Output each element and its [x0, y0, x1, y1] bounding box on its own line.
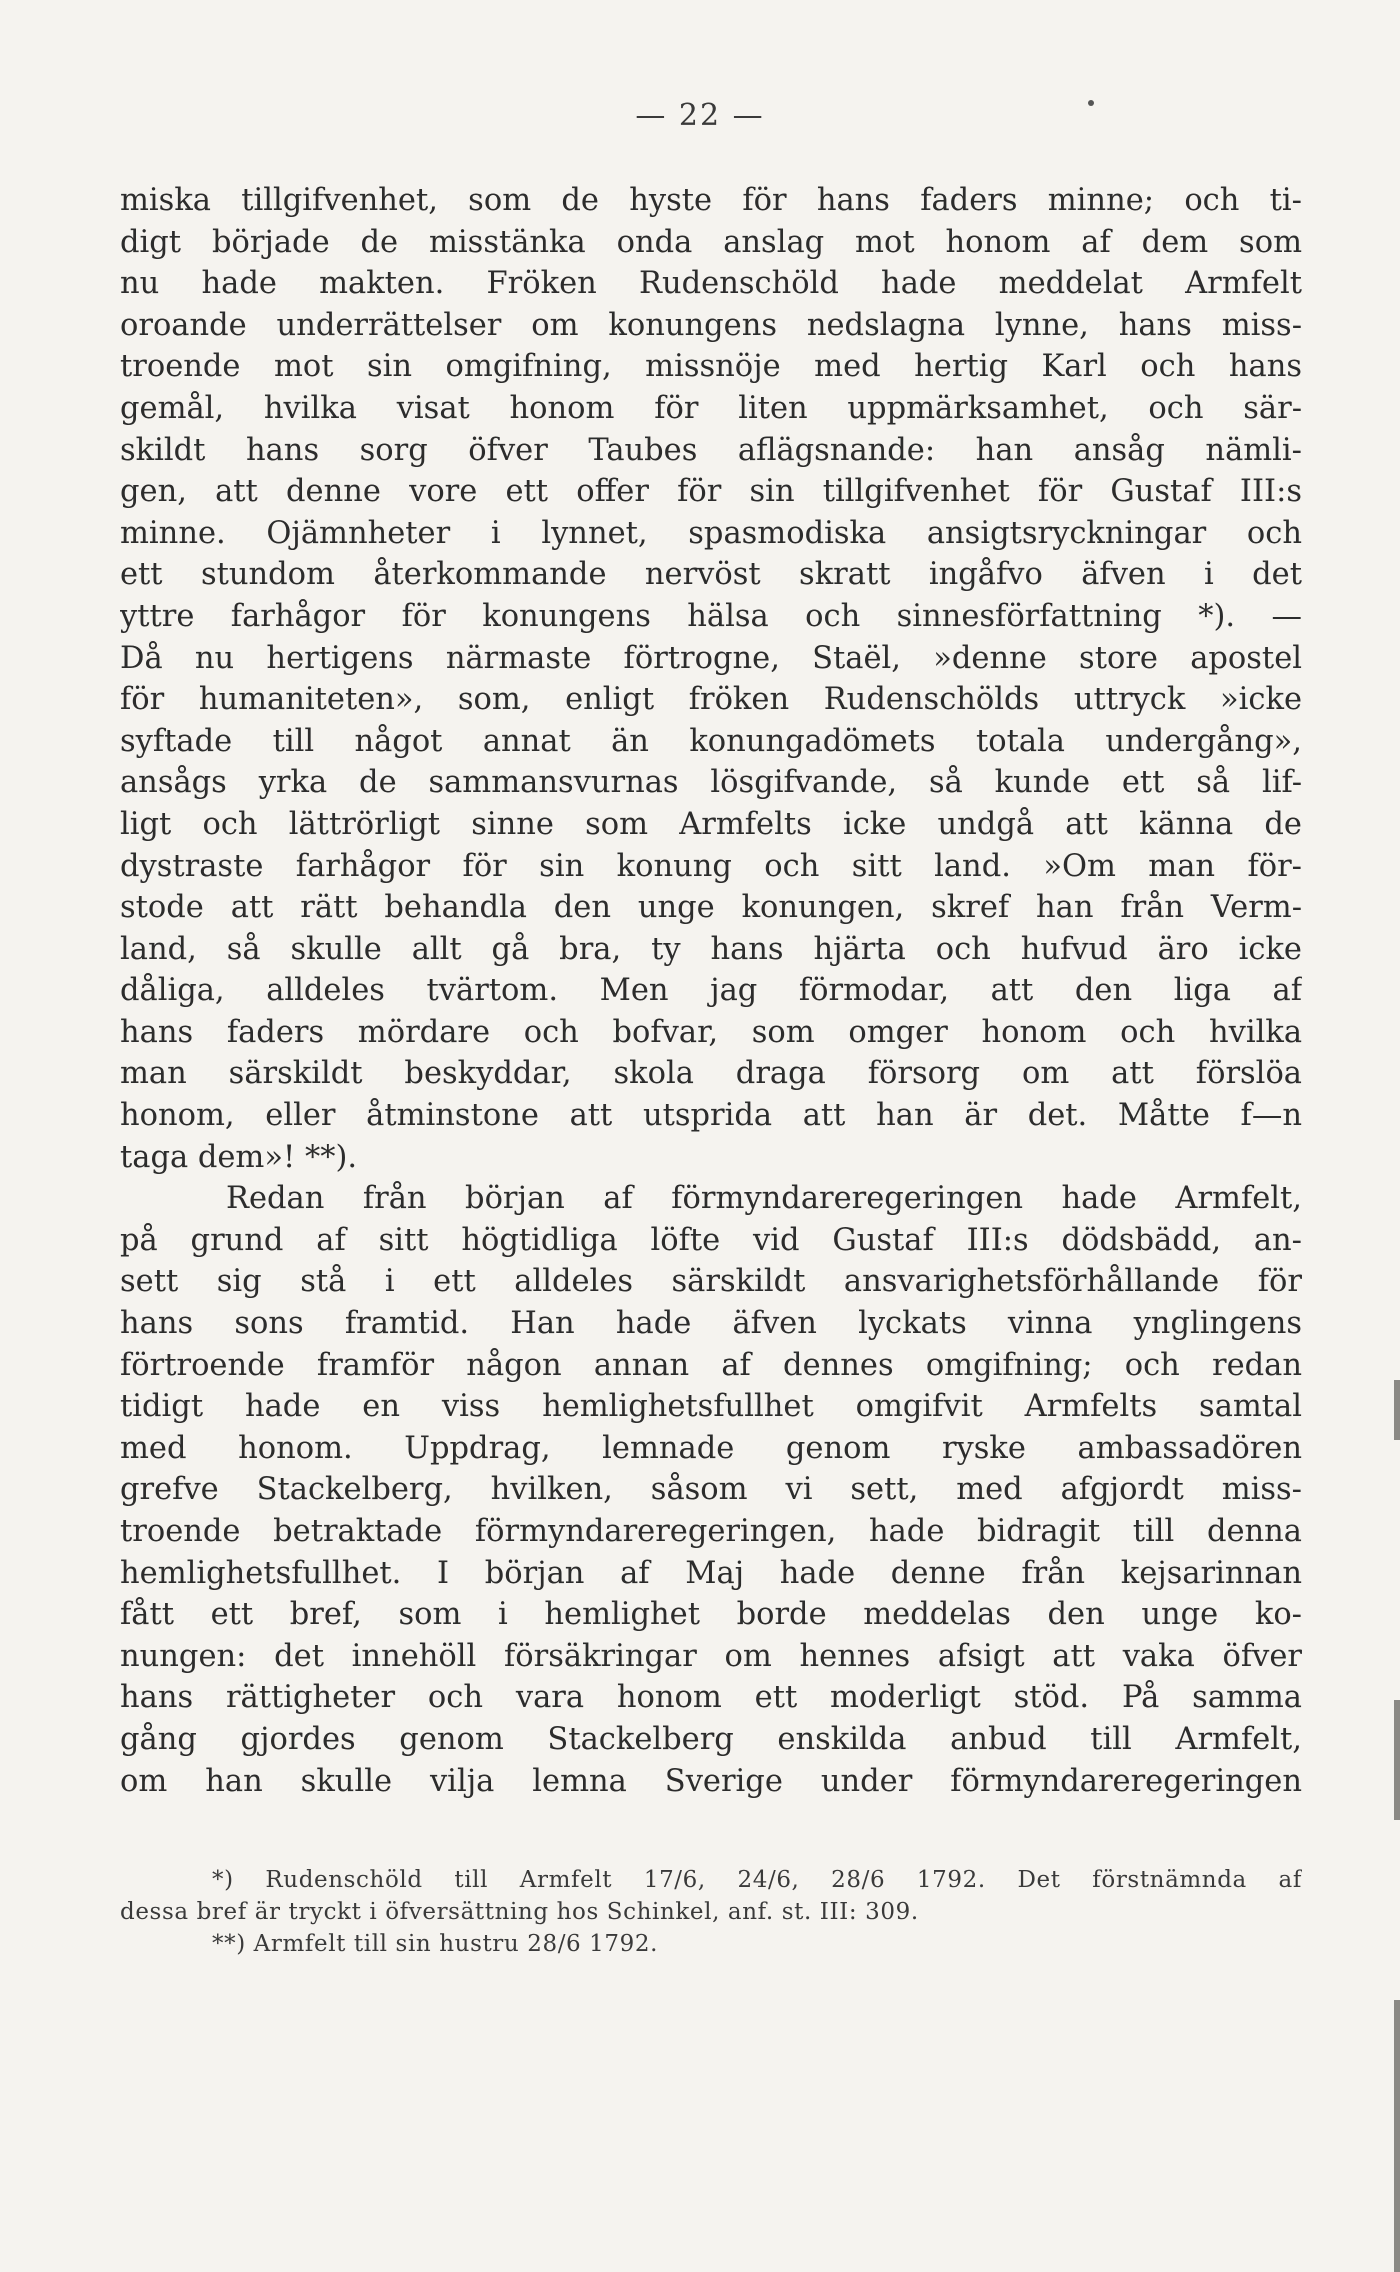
text-line: Då nu hertigens närmaste förtrogne, Staël, »denne store apostel — [120, 640, 1302, 676]
text-line: hans rättigheter och vara honom ett moderligt stöd. På samma — [120, 1680, 1302, 1716]
text-line: syftade till något annat än konungadömets totala undergång», — [120, 723, 1302, 759]
text-line: fått ett bref, som i hemlighet borde meddelas den unge ko- — [120, 1597, 1302, 1633]
text-line: med honom. Uppdrag, lemnade genom ryske ambassadören — [120, 1430, 1302, 1466]
body-text — [120, 180, 1302, 1802]
text-line: oroande underrättelser om konungens nedslagna lynne, hans miss- — [120, 307, 1302, 343]
footnote-1: *) Rudenschöld till Armfelt 17/6, 24/6, 28/6 1792. Det förstnämnda af — [212, 1867, 1302, 1893]
text-line: på grund af sitt högtidliga löfte vid Gustaf III:s dödsbädd, an- — [120, 1222, 1302, 1258]
print-speck — [1088, 100, 1094, 106]
text-line: dåliga, alldeles tvärtom. Men jag förmodar, att den liga af — [120, 973, 1302, 1009]
text-line: minne. Ojämnheter i lynnet, spasmodiska ansigtsryckningar och — [120, 515, 1302, 551]
text-line: ett stundom återkommande nervöst skratt ingåfvo äfven i det — [120, 557, 1302, 593]
text-line: ligt och lättrörligt sinne som Armfelts icke undgå att känna de — [120, 806, 1302, 842]
footnote-2: **) Armfelt till sin hustru 28/6 1792. — [212, 1931, 659, 1957]
text-line: om han skulle vilja lemna Sverige under förmyndareregeringen — [120, 1763, 1302, 1799]
text-line: sett sig stå i ett alldeles särskildt ansvarighetsförhållande för — [120, 1264, 1302, 1300]
text-line: digt började de misstänka onda anslag mot honom af dem som — [120, 224, 1302, 260]
text-line: honom, eller åtminstone att utsprida att han är det. Måtte f—n — [120, 1098, 1302, 1134]
text-line: ansågs yrka de sammansvurnas lösgifvande, så kunde ett så lif- — [120, 765, 1302, 801]
text-line: troende mot sin omgifning, missnöje med hertig Karl och hans — [120, 349, 1302, 385]
text-line: skildt hans sorg öfver Taubes aflägsnande: han ansåg nämli- — [120, 432, 1302, 468]
text-line: miska tillgifvenhet, som de hyste för hans faders minne; och ti- — [120, 183, 1302, 218]
text-line: yttre farhågor för konungens hälsa och sinnesförfattning *). — — [120, 598, 1302, 634]
text-line: tidigt hade en viss hemlighetsfullhet omgifvit Armfelts samtal — [120, 1389, 1302, 1425]
footnotes — [120, 1864, 1302, 1960]
text-line: gen, att denne vore ett offer för sin tillgifvenhet för Gustaf III:s — [120, 474, 1302, 510]
paragraph-start-line: Redan från början af förmyndareregeringen hade Armfelt, — [226, 1181, 1302, 1217]
text-line: hans faders mördare och bofvar, som omger honom och hvilka — [120, 1014, 1302, 1050]
text-line: nu hade makten. Fröken Rudenschöld hade meddelat Armfelt — [120, 266, 1302, 302]
text-line: för humaniteten», som, enligt fröken Rudenschölds uttryck »icke — [120, 682, 1302, 718]
scan-edge-mark — [1394, 1380, 1400, 1440]
text-line: gemål, hvilka visat honom för liten uppmärksamhet, och sär- — [120, 390, 1302, 426]
text-line: nungen: det innehöll försäkringar om hennes afsigt att vaka öfver — [120, 1638, 1302, 1674]
text-line: troende betraktade förmyndareregeringen, hade bidragit till denna — [120, 1514, 1302, 1549]
text-line: dystraste farhågor för sin konung och sitt land. »Om man för- — [120, 848, 1302, 884]
paragraph-end-line: taga dem»! **). — [120, 1139, 358, 1175]
text-line: grefve Stackelberg, hvilken, såsom vi sett, med afgjordt miss- — [120, 1472, 1302, 1508]
text-line: hemlighetsfullhet. I början af Maj hade denne från kejsarinnan — [120, 1555, 1302, 1591]
text-line: man särskildt beskyddar, skola draga försorg om att förslöa — [120, 1056, 1302, 1092]
text-line: hans sons framtid. Han hade äfven lyckats vinna ynglingens — [120, 1306, 1302, 1342]
text-line: land, så skulle allt gå bra, ty hans hjärta och hufvud äro icke — [120, 931, 1302, 967]
scan-edge-mark — [1394, 1700, 1400, 1820]
scan-edge-mark — [1394, 2000, 1400, 2272]
text-line: gång gjordes genom Stackelberg enskilda anbud till Armfelt, — [120, 1721, 1302, 1757]
footnote-1-continued: dessa bref är tryckt i öfversättning hos Schinkel, anf. st. III: 309. — [120, 1899, 919, 1925]
text-line: stode att rätt behandla den unge konungen, skref han från Verm- — [120, 890, 1302, 926]
page-number: — 22 — — [635, 98, 765, 133]
text-line: förtroende framför någon annan af dennes omgifning; och redan — [120, 1347, 1302, 1383]
